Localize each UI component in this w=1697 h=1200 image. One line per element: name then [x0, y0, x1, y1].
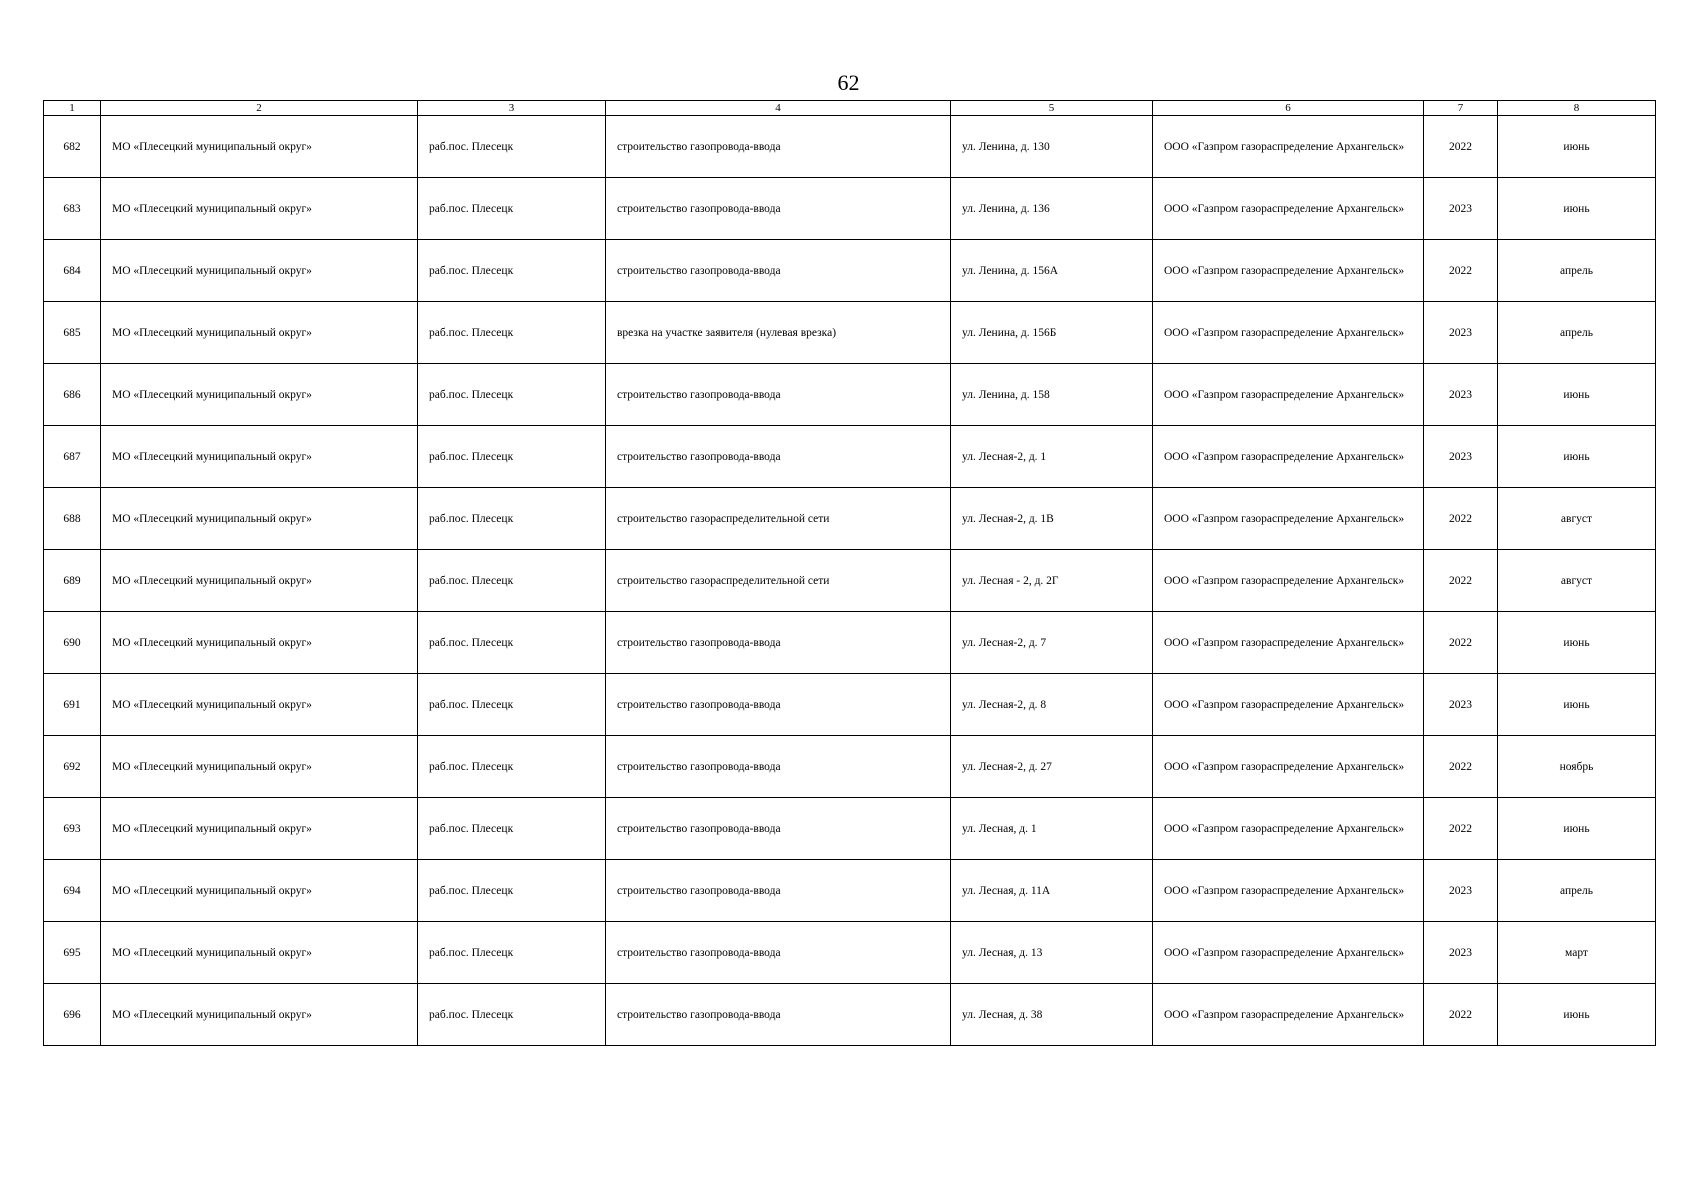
table-row	[44, 798, 1656, 860]
work-type-cell: строительство газопровода-ввода	[606, 736, 951, 798]
settlement-cell: раб.пос. Плесецк	[418, 798, 606, 860]
settlement-cell: раб.пос. Плесецк	[418, 550, 606, 612]
year-cell: 2022	[1424, 612, 1498, 674]
year-cell: 2023	[1424, 364, 1498, 426]
table-row	[44, 488, 1656, 550]
year-cell: 2023	[1424, 178, 1498, 240]
district-cell: МО «Плесецкий муниципальный округ»	[101, 984, 418, 1046]
organization-cell: ООО «Газпром газораспределение Архангельск»	[1153, 550, 1424, 612]
table-row	[44, 178, 1656, 240]
page-number: 62	[837, 70, 860, 95]
settlement-cell: раб.пос. Плесецк	[418, 116, 606, 178]
work-type-cell: строительство газопровода-ввода	[606, 984, 951, 1046]
row-number-cell: 695	[44, 922, 101, 984]
district-cell: МО «Плесецкий муниципальный округ»	[101, 364, 418, 426]
district-cell: МО «Плесецкий муниципальный округ»	[101, 922, 418, 984]
address-cell: ул. Лесная-2, д. 27	[951, 736, 1153, 798]
district-cell: МО «Плесецкий муниципальный округ»	[101, 612, 418, 674]
year-cell: 2023	[1424, 302, 1498, 364]
work-type-cell: строительство газопровода-ввода	[606, 364, 951, 426]
address-cell: ул. Лесная, д. 38	[951, 984, 1153, 1046]
column-number: 7	[1424, 101, 1498, 116]
address-cell: ул. Лесная, д. 1	[951, 798, 1153, 860]
work-type-cell: строительство газопровода-ввода	[606, 612, 951, 674]
column-number: 8	[1498, 101, 1656, 116]
month-cell: июнь	[1498, 364, 1656, 426]
settlement-cell: раб.пос. Плесецк	[418, 240, 606, 302]
organization-cell: ООО «Газпром газораспределение Архангельск»	[1153, 178, 1424, 240]
year-cell: 2023	[1424, 922, 1498, 984]
work-type-cell: строительство газопровода-ввода	[606, 116, 951, 178]
year-cell: 2022	[1424, 240, 1498, 302]
row-number-cell: 688	[44, 488, 101, 550]
table-row	[44, 922, 1656, 984]
address-cell: ул. Лесная, д. 13	[951, 922, 1153, 984]
organization-cell: ООО «Газпром газораспределение Архангельск»	[1153, 116, 1424, 178]
row-number-cell: 684	[44, 240, 101, 302]
row-number-cell: 687	[44, 426, 101, 488]
settlement-cell: раб.пос. Плесецк	[418, 302, 606, 364]
table-row	[44, 612, 1656, 674]
organization-cell: ООО «Газпром газораспределение Архангельск»	[1153, 922, 1424, 984]
organization-cell: ООО «Газпром газораспределение Архангельск»	[1153, 240, 1424, 302]
table-row	[44, 550, 1656, 612]
address-cell: ул. Ленина, д. 156А	[951, 240, 1153, 302]
month-cell: июнь	[1498, 178, 1656, 240]
work-type-cell: строительство газопровода-ввода	[606, 240, 951, 302]
organization-cell: ООО «Газпром газораспределение Архангельск»	[1153, 488, 1424, 550]
gasification-table	[43, 100, 1656, 1046]
column-number: 2	[101, 101, 418, 116]
row-number-cell: 683	[44, 178, 101, 240]
row-number-cell: 686	[44, 364, 101, 426]
year-cell: 2023	[1424, 860, 1498, 922]
work-type-cell: строительство газопровода-ввода	[606, 798, 951, 860]
table-row	[44, 302, 1656, 364]
month-cell: апрель	[1498, 240, 1656, 302]
year-cell: 2022	[1424, 736, 1498, 798]
row-number-cell: 689	[44, 550, 101, 612]
settlement-cell: раб.пос. Плесецк	[418, 860, 606, 922]
district-cell: МО «Плесецкий муниципальный округ»	[101, 178, 418, 240]
work-type-cell: строительство газораспределительной сети	[606, 550, 951, 612]
organization-cell: ООО «Газпром газораспределение Архангельск»	[1153, 364, 1424, 426]
address-cell: ул. Лесная-2, д. 1В	[951, 488, 1153, 550]
organization-cell: ООО «Газпром газораспределение Архангельск»	[1153, 860, 1424, 922]
column-number: 5	[951, 101, 1153, 116]
work-type-cell: строительство газораспределительной сети	[606, 488, 951, 550]
district-cell: МО «Плесецкий муниципальный округ»	[101, 426, 418, 488]
year-cell: 2022	[1424, 798, 1498, 860]
work-type-cell: строительство газопровода-ввода	[606, 922, 951, 984]
year-cell: 2022	[1424, 984, 1498, 1046]
district-cell: МО «Плесецкий муниципальный округ»	[101, 798, 418, 860]
district-cell: МО «Плесецкий муниципальный округ»	[101, 302, 418, 364]
year-cell: 2022	[1424, 116, 1498, 178]
month-cell: июнь	[1498, 798, 1656, 860]
address-cell: ул. Ленина, д. 130	[951, 116, 1153, 178]
district-cell: МО «Плесецкий муниципальный округ»	[101, 488, 418, 550]
organization-cell: ООО «Газпром газораспределение Архангельск»	[1153, 426, 1424, 488]
address-cell: ул. Лесная, д. 11А	[951, 860, 1153, 922]
month-cell: июнь	[1498, 612, 1656, 674]
column-number: 6	[1153, 101, 1424, 116]
month-cell: июнь	[1498, 116, 1656, 178]
month-cell: ноябрь	[1498, 736, 1656, 798]
work-type-cell: строительство газопровода-ввода	[606, 860, 951, 922]
year-cell: 2022	[1424, 488, 1498, 550]
row-number-cell: 691	[44, 674, 101, 736]
settlement-cell: раб.пос. Плесецк	[418, 984, 606, 1046]
table-row	[44, 364, 1656, 426]
column-number: 1	[44, 101, 101, 116]
work-type-cell: строительство газопровода-ввода	[606, 674, 951, 736]
month-cell: апрель	[1498, 302, 1656, 364]
work-type-cell: строительство газопровода-ввода	[606, 178, 951, 240]
settlement-cell: раб.пос. Плесецк	[418, 178, 606, 240]
organization-cell: ООО «Газпром газораспределение Архангельск»	[1153, 736, 1424, 798]
work-type-cell: врезка на участке заявителя (нулевая врезка)	[606, 302, 951, 364]
district-cell: МО «Плесецкий муниципальный округ»	[101, 116, 418, 178]
settlement-cell: раб.пос. Плесецк	[418, 488, 606, 550]
table-row	[44, 426, 1656, 488]
organization-cell: ООО «Газпром газораспределение Архангельск»	[1153, 798, 1424, 860]
table-row	[44, 984, 1656, 1046]
district-cell: МО «Плесецкий муниципальный округ»	[101, 550, 418, 612]
organization-cell: ООО «Газпром газораспределение Архангельск»	[1153, 674, 1424, 736]
table-row	[44, 736, 1656, 798]
year-cell: 2023	[1424, 674, 1498, 736]
month-cell: апрель	[1498, 860, 1656, 922]
year-cell: 2022	[1424, 550, 1498, 612]
settlement-cell: раб.пос. Плесецк	[418, 364, 606, 426]
work-type-cell: строительство газопровода-ввода	[606, 426, 951, 488]
month-cell: июнь	[1498, 984, 1656, 1046]
table-header	[44, 101, 1656, 116]
month-cell: июнь	[1498, 674, 1656, 736]
address-cell: ул. Лесная-2, д. 7	[951, 612, 1153, 674]
organization-cell: ООО «Газпром газораспределение Архангельск»	[1153, 612, 1424, 674]
table-row	[44, 116, 1656, 178]
column-number-row	[44, 101, 1656, 116]
month-cell: август	[1498, 550, 1656, 612]
organization-cell: ООО «Газпром газораспределение Архангельск»	[1153, 984, 1424, 1046]
district-cell: МО «Плесецкий муниципальный округ»	[101, 240, 418, 302]
month-cell: август	[1498, 488, 1656, 550]
address-cell: ул. Лесная-2, д. 8	[951, 674, 1153, 736]
settlement-cell: раб.пос. Плесецк	[418, 736, 606, 798]
address-cell: ул. Лесная - 2, д. 2Г	[951, 550, 1153, 612]
column-number: 4	[606, 101, 951, 116]
address-cell: ул. Лесная-2, д. 1	[951, 426, 1153, 488]
row-number-cell: 690	[44, 612, 101, 674]
month-cell: март	[1498, 922, 1656, 984]
month-cell: июнь	[1498, 426, 1656, 488]
year-cell: 2023	[1424, 426, 1498, 488]
address-cell: ул. Ленина, д. 136	[951, 178, 1153, 240]
row-number-cell: 692	[44, 736, 101, 798]
column-number: 3	[418, 101, 606, 116]
district-cell: МО «Плесецкий муниципальный округ»	[101, 860, 418, 922]
settlement-cell: раб.пос. Плесецк	[418, 674, 606, 736]
table-row	[44, 240, 1656, 302]
row-number-cell: 682	[44, 116, 101, 178]
row-number-cell: 694	[44, 860, 101, 922]
row-number-cell: 685	[44, 302, 101, 364]
organization-cell: ООО «Газпром газораспределение Архангельск»	[1153, 302, 1424, 364]
settlement-cell: раб.пос. Плесецк	[418, 612, 606, 674]
district-cell: МО «Плесецкий муниципальный округ»	[101, 674, 418, 736]
settlement-cell: раб.пос. Плесецк	[418, 426, 606, 488]
district-cell: МО «Плесецкий муниципальный округ»	[101, 736, 418, 798]
address-cell: ул. Ленина, д. 158	[951, 364, 1153, 426]
table-body	[44, 116, 1656, 1046]
address-cell: ул. Ленина, д. 156Б	[951, 302, 1153, 364]
table-row	[44, 860, 1656, 922]
settlement-cell: раб.пос. Плесецк	[418, 922, 606, 984]
row-number-cell: 693	[44, 798, 101, 860]
table-row	[44, 674, 1656, 736]
row-number-cell: 696	[44, 984, 101, 1046]
